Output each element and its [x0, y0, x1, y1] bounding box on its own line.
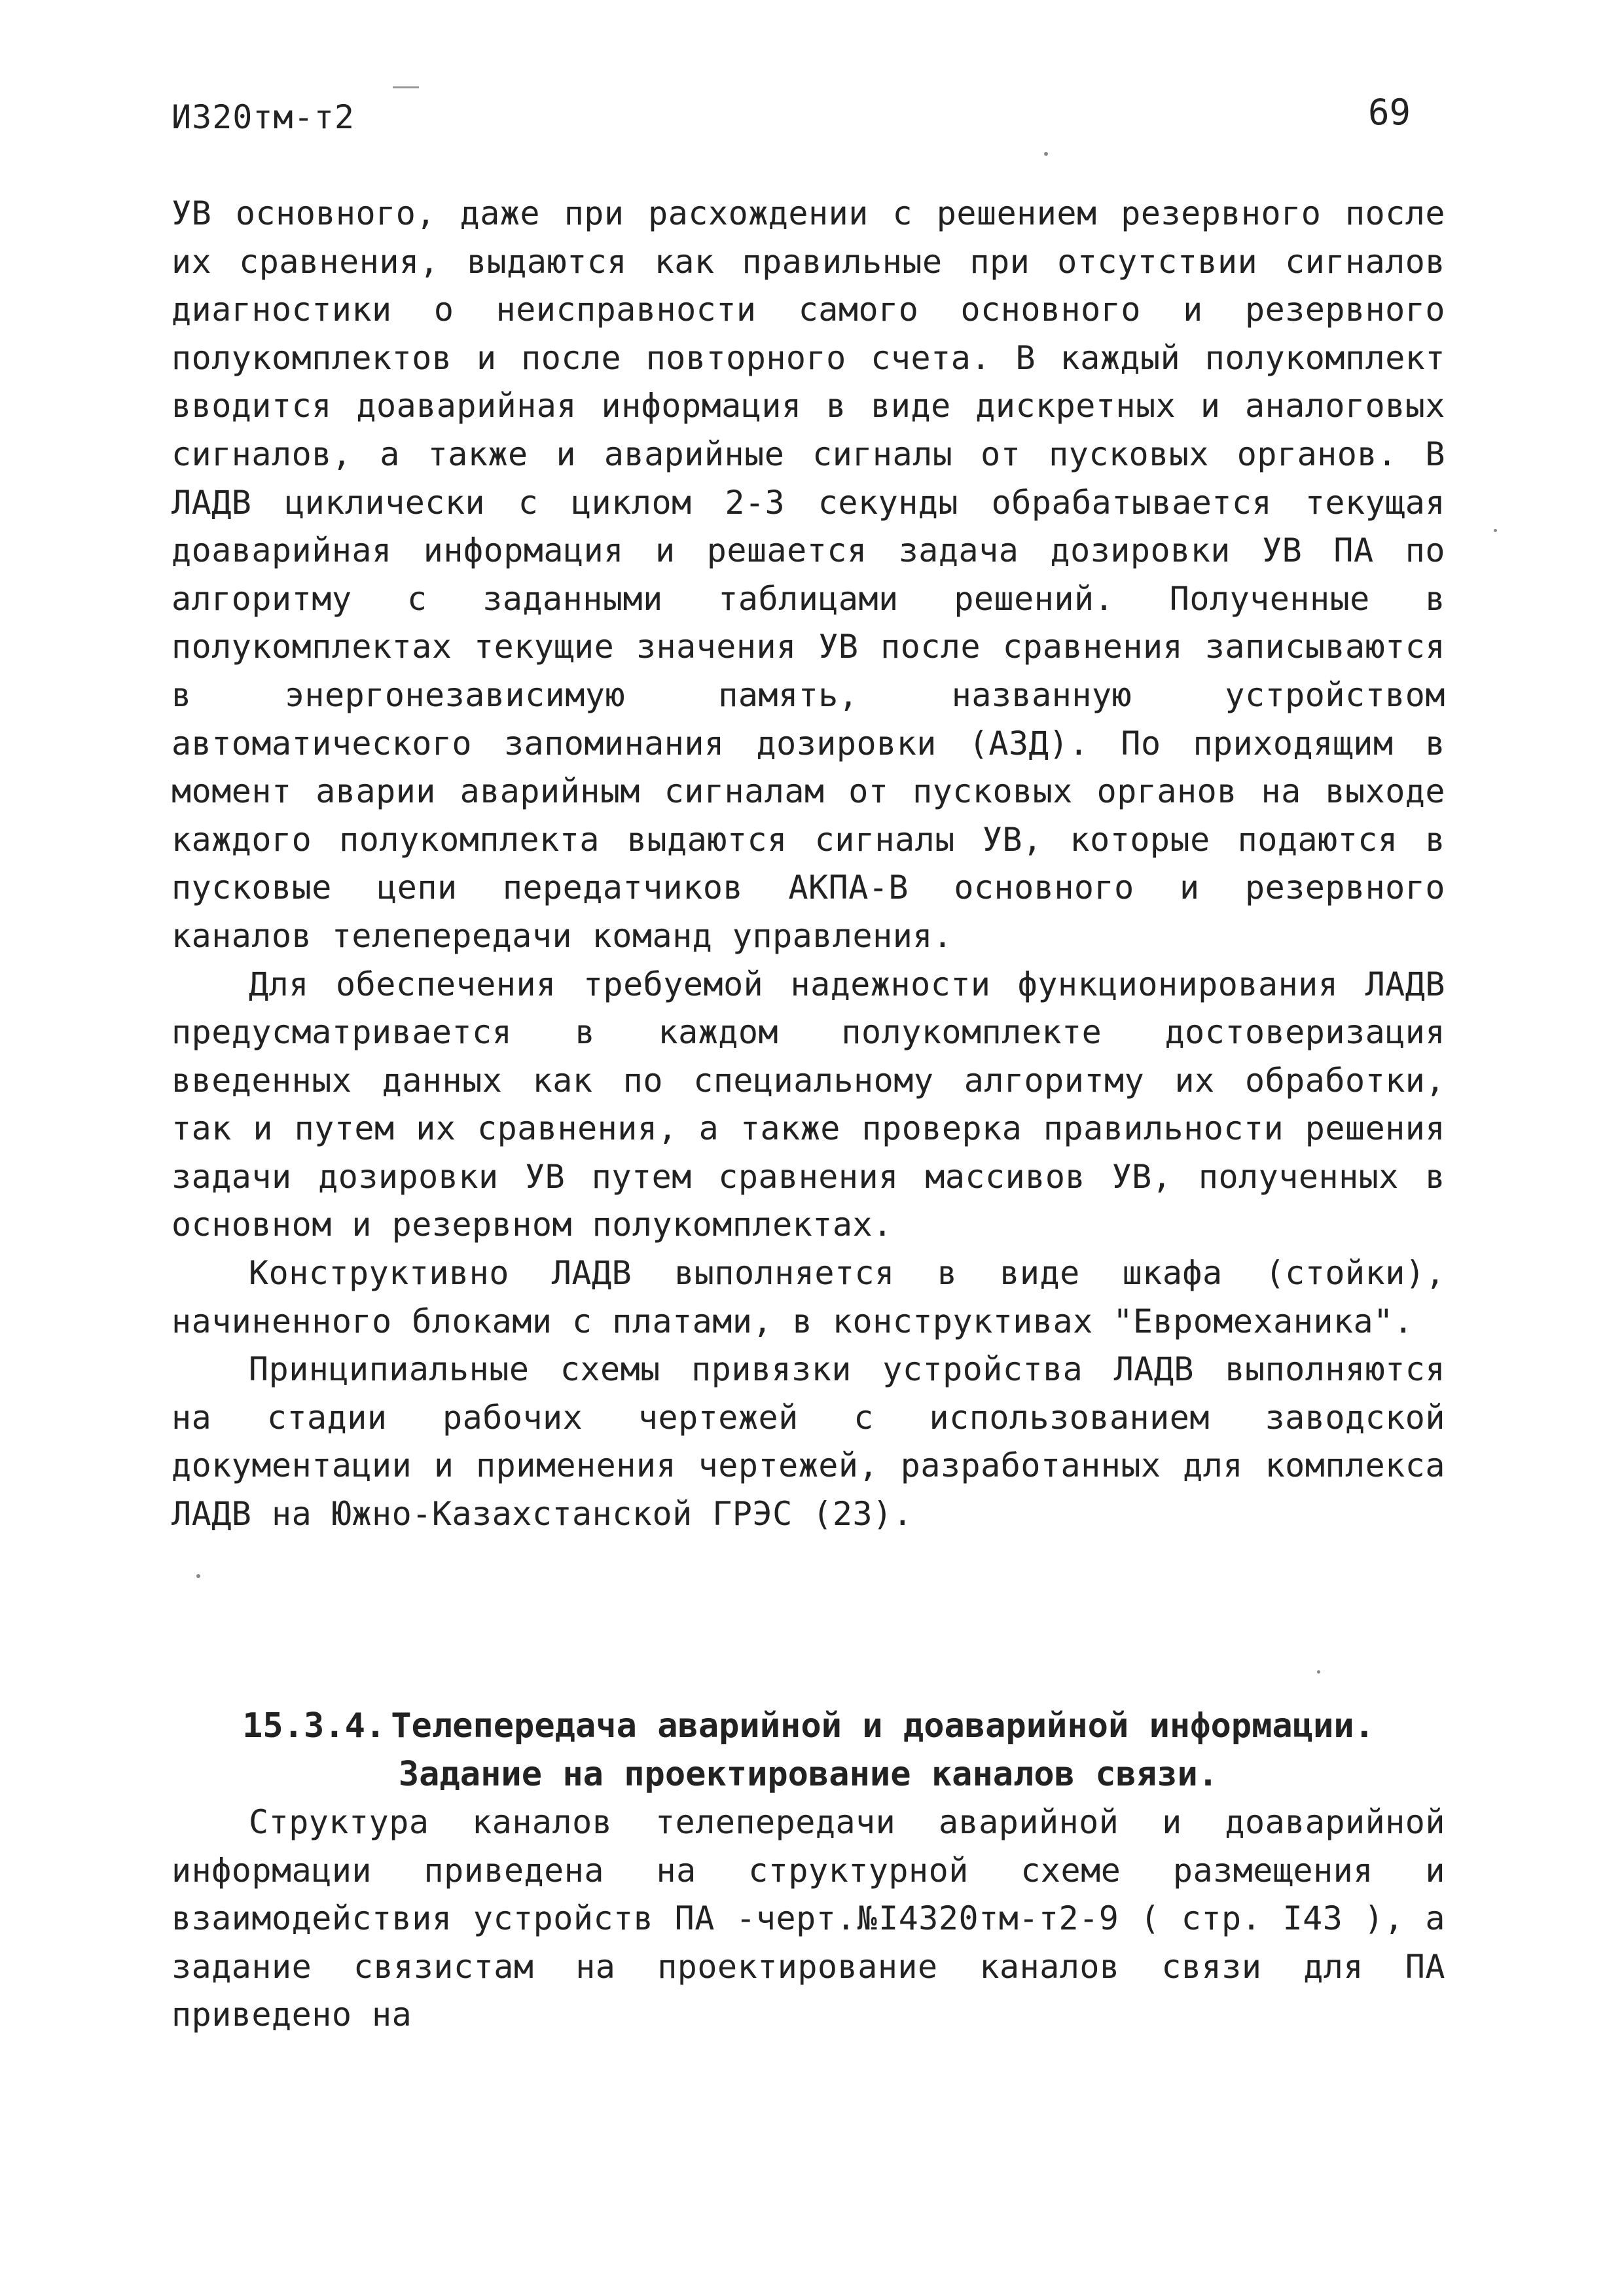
paragraph: УВ основного, даже при расхождении с решением резервного после их сравнения, выдаются как правильные при отсутствии сигналов диагностики о неисправности самого основного и резервного полукомплектов и после повторного счета. В каждый полукомплект вводится доаварийная информация в виде дискретных и аналоговых сигналов, а также и аварийные сигналы от пусковых органов. В ЛАДВ циклически с циклом 2-3 секунды обрабатывается текущая доаварийная информация и решается задача дозировки УВ ПА по алгоритму с заданными таблицами решений. Полученные в полукомплектах текущие значения УВ после сравнения записываются в энергонезависимую память, названную устройством автоматического запоминания дозировки (АЗД). По приходящим в момент аварии аварийным сигналам от пусковых органов на выходе каждого полукомплекта выдаются сигналы УВ, которые подаются в пусковые цепи передатчиков АКПА-В основного и резервного каналов телепередачи команд управления. [171, 194, 1445, 955]
document-code: И320тм-т2 [171, 98, 355, 136]
section-body: Структура каналов телепередачи аварийной и доаварийной информации приведена на структурной схеме размещения и взаимодействия устройств ПА -черт.№I4320тм-т2-9 ( стр. I43 ), а задание связистам на проектирование каналов связи для ПА приведено на [171, 1803, 1445, 2034]
section-15-3-4 [171, 1702, 1445, 2039]
body-text [171, 190, 1445, 1539]
page-number: 69 [1368, 92, 1411, 133]
scan-speck [196, 1574, 200, 1578]
paragraph: Конструктивно ЛАДВ выполняется в виде шкафа (стойки), начиненного блоками с платами, в конструктивах "Евромеханика". [171, 1254, 1445, 1340]
section-number: 15.3.4. [242, 1706, 386, 1746]
scan-mark [393, 86, 419, 88]
paragraph: Для обеспечения требуемой надежности функционирования ЛАДВ предусматривается в каждом полукомплекте достоверизация введенных данных как по специальному алгоритму их обработки, так и путем их сравнения, а также проверка правильности решения задачи дозировки УВ путем сравнения массивов УВ, полученных в основном и резервном полукомплектах. [171, 965, 1445, 1244]
scan-speck [1494, 529, 1497, 532]
paragraph: Принципиальные схемы привязки устройства ЛАДВ выполняются на стадии рабочих чертежей с использованием заводской документации и применения чертежей, разработанных для комплекса ЛАДВ на Южно-Казахстанской ГРЭС (23). [171, 1350, 1445, 1534]
scan-speck [1317, 1670, 1320, 1674]
section-heading [171, 1702, 1445, 1750]
section-title: Телепередача аварийной и доаварийной информации. [391, 1706, 1375, 1746]
scan-speck [1044, 152, 1048, 156]
section-subheading: Задание на проектирование каналов связи. [398, 1755, 1219, 1794]
